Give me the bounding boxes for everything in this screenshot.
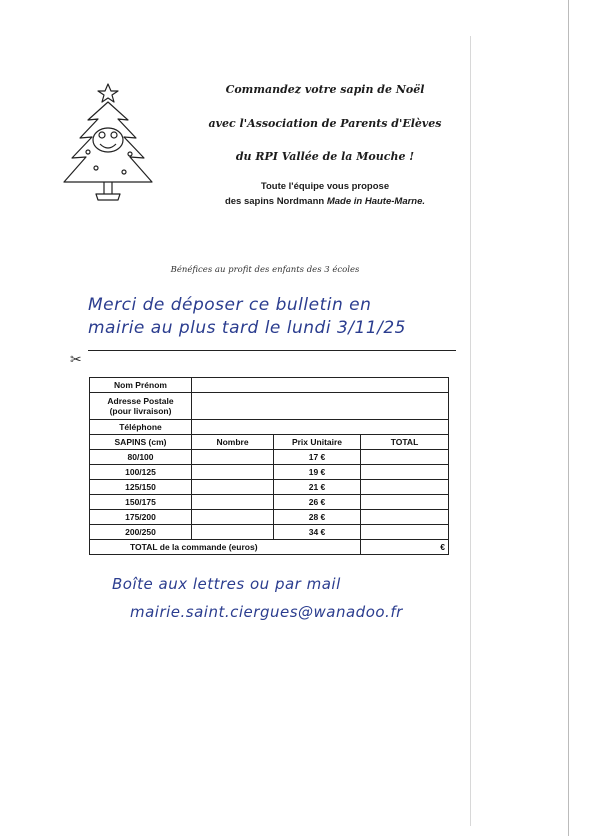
size-cell: 100/125	[90, 465, 192, 480]
order-total-field[interactable]: €	[361, 540, 449, 555]
price-cell: 21 €	[274, 480, 361, 495]
christmas-tree-icon	[58, 82, 158, 204]
header-line-3: du RPI Vallée de la Mouche !	[235, 150, 415, 163]
header-line-2: avec l'Association de Parents d'Elèves	[208, 117, 442, 130]
quantity-field[interactable]	[192, 480, 274, 495]
header-line-1: Commandez votre sapin de Noël	[225, 83, 425, 96]
size-cell: 175/200	[90, 510, 192, 525]
team-line-1: Toute l'équipe vous propose	[260, 181, 390, 192]
name-label: Nom Prénom	[90, 378, 192, 393]
size-cell: 125/150	[90, 480, 192, 495]
row-total-field[interactable]	[361, 480, 449, 495]
order-table	[89, 377, 449, 555]
handwritten-note-line-3: Boîte aux lettres ou par mail	[112, 575, 341, 593]
phone-label: Téléphone	[90, 420, 192, 435]
name-field[interactable]	[192, 378, 449, 393]
row-total-field[interactable]	[361, 525, 449, 540]
col-header-total: TOTAL	[361, 435, 449, 450]
quantity-field[interactable]	[192, 495, 274, 510]
size-cell: 200/250	[90, 525, 192, 540]
handwritten-note-line-1: Merci de déposer ce bulletin en	[88, 295, 372, 315]
scissors-icon: ✂	[70, 351, 82, 367]
handwritten-note-line-2: mairie au plus tard le lundi 3/11/25	[88, 318, 406, 338]
price-cell: 34 €	[274, 525, 361, 540]
quantity-field[interactable]	[192, 465, 274, 480]
table-row	[90, 480, 449, 495]
address-field[interactable]	[192, 393, 449, 420]
table-row	[90, 495, 449, 510]
address-label: Adresse Postale (pour livraison)	[90, 393, 192, 420]
table-row	[90, 465, 449, 480]
row-total-field[interactable]	[361, 465, 449, 480]
price-cell: 17 €	[274, 450, 361, 465]
quantity-field[interactable]	[192, 450, 274, 465]
benefits-note: Bénéfices au profit des enfants des 3 écoles	[170, 265, 360, 275]
price-cell: 28 €	[274, 510, 361, 525]
quantity-field[interactable]	[192, 510, 274, 525]
col-header-prix: Prix Unitaire	[274, 435, 361, 450]
size-cell: 150/175	[90, 495, 192, 510]
table-row	[90, 510, 449, 525]
cut-line	[88, 350, 456, 351]
handwritten-note-line-4: mairie.saint.ciergues@wanadoo.fr	[130, 603, 403, 621]
order-total-label: TOTAL de la commande (euros)	[90, 540, 361, 555]
quantity-field[interactable]	[192, 525, 274, 540]
row-total-field[interactable]	[361, 450, 449, 465]
row-total-field[interactable]	[361, 495, 449, 510]
price-cell: 26 €	[274, 495, 361, 510]
team-line-2: des sapins Nordmann Made in Haute-Marne.	[224, 196, 426, 207]
row-total-field[interactable]	[361, 510, 449, 525]
table-row	[90, 525, 449, 540]
page-edge	[568, 0, 589, 836]
table-row	[90, 450, 449, 465]
col-header-nombre: Nombre	[192, 435, 274, 450]
price-cell: 19 €	[274, 465, 361, 480]
col-header-sapins: SAPINS (cm)	[90, 435, 192, 450]
size-cell: 80/100	[90, 450, 192, 465]
phone-field[interactable]	[192, 420, 449, 435]
